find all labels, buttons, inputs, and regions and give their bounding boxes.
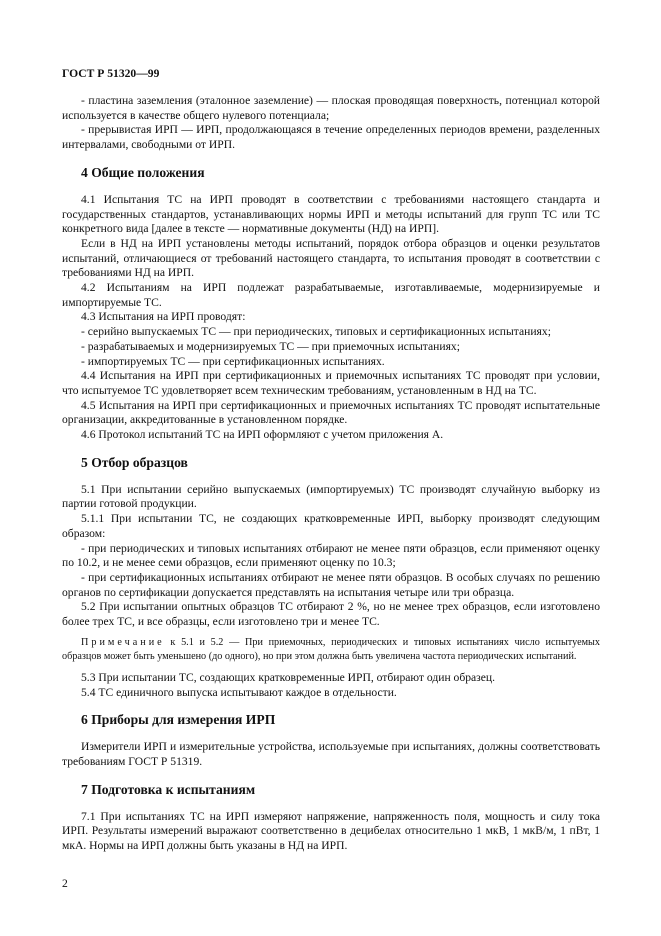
list-item: - при периодических и типовых испытаниях отбирают не менее пяти образцов, если применяют оценку по 10.2, и не менее семи образцов, если применяют оценку по 10.3; (62, 541, 600, 570)
section-heading: 6 Приборы для измерения ИРП (81, 712, 276, 728)
section-heading: 7 Подготовка к испытаниям (81, 781, 256, 797)
paragraph: Если в НД на ИРП установлены методы испытаний, порядок отбора образцов и оценки результатов испытаний, отличающиеся от требований настоящего стандарта, то испытания проводят в соответствии с требованиями НД на ИРП. (62, 236, 600, 280)
paragraph: 5.1 При испытании серийно выпускаемых (импортируемых) ТС производят случайную выборку из партии готовой продукции. (62, 482, 600, 511)
paragraph: - прерывистая ИРП — ИРП, продолжающаяся в течение определенных периодов времени, разделенных интервалами, свободными от ИРП. (62, 123, 600, 152)
list-item: - импортируемых ТС — при сертификационных испытаниях. (81, 354, 385, 368)
paragraph: - пластина заземления (эталонное заземление) — плоская проводящая поверхность, потенциал которой используется в качестве общего нулевого потенциала; (62, 94, 600, 122)
note-label: Примечание (81, 636, 165, 648)
document-header: ГОСТ Р 51320—99 (62, 67, 160, 80)
paragraph: Измерители ИРП и измерительные устройства, используемые при испытаниях, должны соответствовать требованиям ГОСТ Р 51319. (62, 740, 600, 768)
paragraph: 4.2 Испытаниям на ИРП подлежат разрабатываемые, изготавливаемые, модернизируемые и импортируемые ТС. (62, 281, 600, 309)
section-heading: 4 Общие положения (81, 164, 205, 180)
paragraph: 7.1 При испытаниях ТС на ИРП измеряют напряжение, напряженность поля, мощность и силу тока ИРП. Результаты измерений выражают соответственно в децибелах относительно 1 мкВ, 1 мкВ/м, 1 пВт, 1 мкА. Нормы на ИРП должны быть указаны в НД на ИРП. (62, 809, 600, 853)
paragraph: 4.3 Испытания на ИРП проводят: (81, 310, 246, 324)
paragraph: 5.4 ТС единичного выпуска испытывают каждое в отдельности. (81, 685, 397, 699)
list-item: - при сертификационных испытаниях отбирают не менее пяти образцов. В особых случаях по решению органов по сертификации допускается представлять на испытания четыре или три образца. (62, 570, 600, 599)
paragraph: 5.2 При испытании опытных образцов ТС отбирают 2 %, но не менее трех образцов, если изготовлено более трех ТС, и все образцы, если изготовлено три и менее ТС. (62, 600, 600, 629)
paragraph: 5.3 При испытании ТС, создающих кратковременные ИРП, отбирают один образец. (81, 670, 496, 684)
list-item: - разрабатываемых и модернизируемых ТС — при приемочных испытаниях; (81, 339, 460, 353)
paragraph: 4.4 Испытания на ИРП при сертификационных и приемочных испытаниях ТС проводят при условии, что испытуемое ТС удовлетворяет всем техническим требованиям, установленным в НД на ТС. (62, 369, 600, 397)
note-text: к 5.1 и 5.2 — При приемочных, периодических и типовых испытаниях число испытуемых образцов может быть уменьшено (до одного), но при этом должна быть увеличена частота периодических испытаний. (62, 636, 600, 663)
paragraph: 4.6 Протокол испытаний ТС на ИРП оформляют с учетом приложения А. (81, 428, 444, 442)
section-heading: 5 Отбор образцов (81, 454, 188, 470)
paragraph: 4.5 Испытания на ИРП при сертификационных и приемочных испытаниях ТС проводят испытательные организации, аккредитованные в установленном порядке. (62, 398, 600, 427)
paragraph: 5.1.1 При испытании ТС, не создающих кратковременные ИРП, выборку производят следующим образом: (62, 512, 600, 540)
page-number: 2 (62, 876, 68, 890)
paragraph: 4.1 Испытания ТС на ИРП проводят в соответствии с требованиями настоящего стандарта и государственных стандартов, устанавливающих нормы ИРП и методы испытаний для групп ТС или ТС конкретного вида [далее в тексте — нормативные документы (НД) на ИРП]. (62, 192, 600, 236)
list-item: - серийно выпускаемых ТС — при периодических, типовых и сертификационных испытаниях; (81, 325, 551, 339)
note (62, 636, 600, 665)
